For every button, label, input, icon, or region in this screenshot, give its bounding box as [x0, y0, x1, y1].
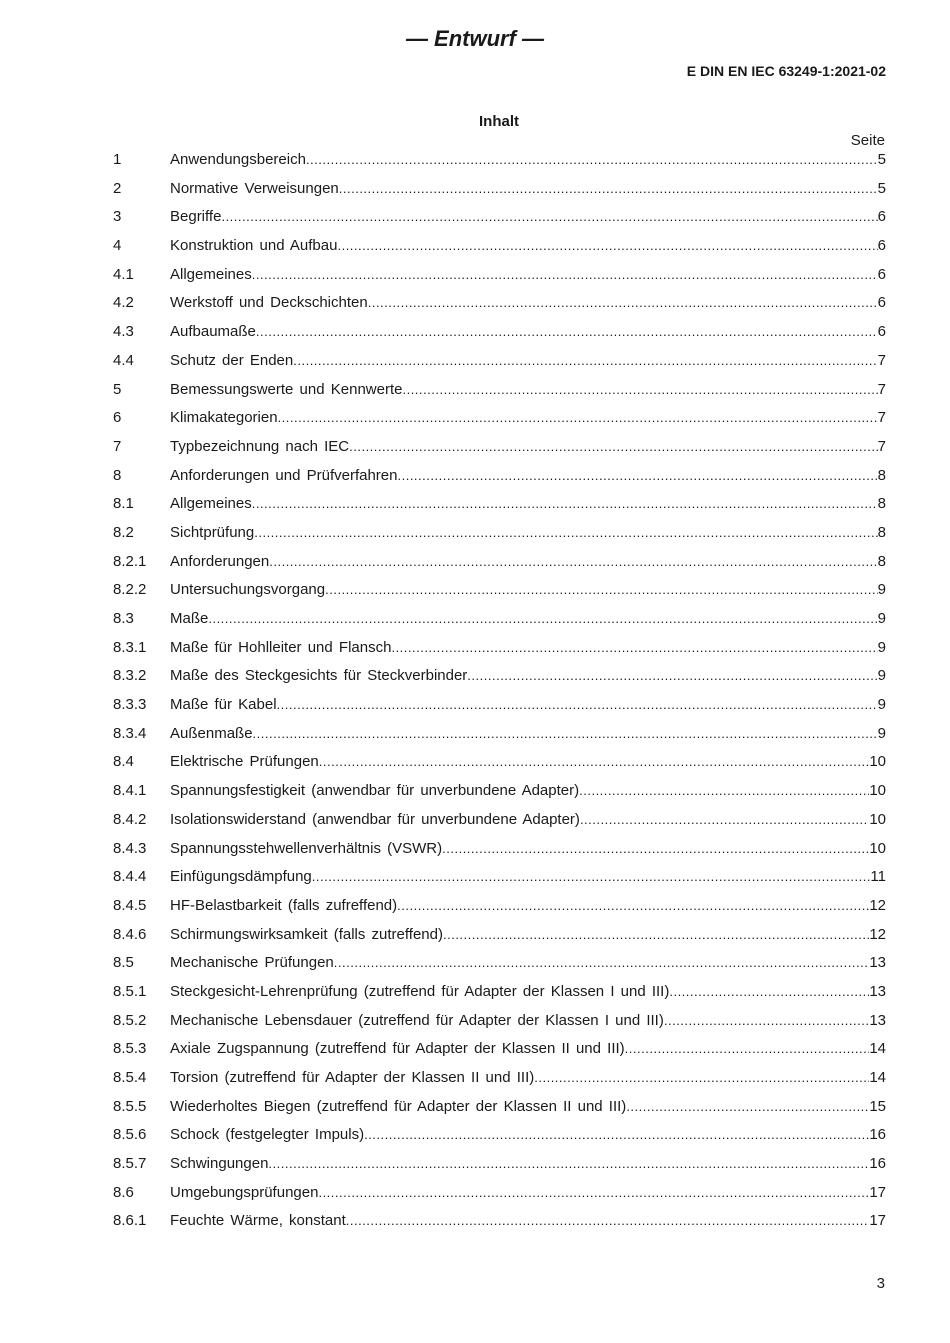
toc-entry[interactable] — [113, 662, 886, 691]
toc-entry-title: Allgemeines — [170, 265, 252, 283]
toc-entry-line — [170, 376, 886, 405]
page-number: 3 — [876, 1275, 885, 1292]
toc-entry-line — [170, 777, 886, 806]
toc-entry-page: 9 — [877, 581, 886, 599]
toc-dot-leader — [442, 835, 869, 864]
toc-entry-title: Maße — [170, 610, 209, 627]
toc-dot-leader — [252, 261, 878, 290]
toc-dot-leader — [397, 462, 877, 491]
toc-entry[interactable] — [113, 1093, 886, 1122]
toc-dot-leader — [278, 404, 878, 433]
toc-entry-number: 4.2 — [113, 294, 134, 312]
toc-entry-line — [170, 978, 886, 1007]
toc-entry-page: 7 — [877, 351, 886, 369]
toc-entry-number: 8.4.3 — [113, 839, 147, 857]
toc-dot-leader — [349, 433, 878, 462]
toc-entry-title: Isolationswiderstand (anwendbar für unverbundene Adapter) — [170, 810, 580, 828]
toc-dot-leader — [580, 806, 869, 835]
toc-entry-page: 14 — [869, 1040, 886, 1058]
toc-entry-page: 9 — [877, 667, 886, 685]
toc-entry[interactable] — [113, 1150, 886, 1179]
toc-entry[interactable] — [113, 289, 886, 318]
toc-entry-number: 8.2.2 — [113, 581, 147, 599]
toc-dot-leader — [626, 1093, 869, 1122]
toc-entry-number: 8.3.1 — [113, 638, 147, 656]
toc-entry-page: 12 — [869, 925, 886, 943]
toc-dot-leader — [467, 662, 877, 691]
toc-entry[interactable] — [113, 146, 886, 175]
toc-entry-title: Maße für Hohlleiter und Flansch — [170, 638, 392, 656]
toc-entry-page: 7 — [877, 437, 886, 455]
toc-entry-number: 8.1 — [113, 495, 134, 513]
toc-entry-number: 8.4 — [113, 753, 134, 771]
toc-entry-title: Elektrische Prüfungen — [170, 753, 319, 771]
toc-entry-line — [170, 605, 886, 634]
toc-dot-leader — [443, 921, 869, 950]
toc-entry-line — [170, 490, 886, 519]
toc-entry-title: Normative Verweisungen — [170, 179, 339, 197]
toc-dot-leader — [268, 1150, 869, 1179]
toc-dot-leader — [397, 892, 869, 921]
toc-entry-line — [170, 691, 886, 720]
toc-entry-number: 4.3 — [113, 323, 134, 341]
toc-entry-title: Spannungsstehwellenverhältnis (VSWR) — [170, 839, 443, 857]
toc-entry-line — [170, 519, 886, 548]
toc-entry-line — [170, 748, 886, 777]
toc-entry-title: Außenmaße — [170, 724, 253, 742]
toc-entry-number: 8.4.5 — [113, 896, 147, 914]
toc-entry[interactable] — [113, 433, 886, 462]
toc-entry[interactable] — [113, 1121, 886, 1150]
toc-dot-leader — [277, 691, 878, 720]
toc-entry-line — [170, 662, 886, 691]
toc-entry-number: 8 — [113, 466, 122, 484]
toc-entry-title: Wiederholtes Biegen (zutreffend für Adapter der Klassen II und III) — [170, 1097, 627, 1115]
toc-entry-line — [170, 433, 886, 462]
toc-entry[interactable] — [113, 203, 886, 232]
toc-dot-leader — [334, 949, 870, 978]
toc-entry-page: 10 — [869, 810, 886, 828]
toc-dot-leader — [254, 519, 877, 548]
toc-entry-line — [170, 1207, 886, 1236]
toc-entry-page: 9 — [877, 638, 886, 656]
toc-entry[interactable] — [113, 175, 886, 204]
toc-entry-line — [170, 1093, 886, 1122]
toc-entry[interactable] — [113, 634, 886, 663]
toc-entry-page: 14 — [869, 1069, 886, 1086]
toc-entry-title: Anforderungen und Prüfverfahren — [170, 466, 398, 484]
toc-entry-line — [170, 720, 886, 749]
toc-entry-line — [170, 462, 886, 491]
toc-entry-page: 10 — [869, 782, 886, 800]
toc-entry-title: Einfügungsdämpfung — [170, 868, 312, 886]
toc-entry-number: 5 — [113, 380, 122, 398]
toc-entry-line — [170, 318, 886, 347]
toc-entry-line — [170, 835, 886, 864]
toc-entry[interactable] — [113, 720, 886, 749]
toc-entry-number: 8.6 — [113, 1183, 134, 1201]
toc-entry-line — [170, 548, 886, 577]
toc-entry-page: 10 — [869, 753, 886, 771]
toc-entry-title: Mechanische Prüfungen — [170, 954, 334, 972]
toc-entry-title: Typbezeichnung nach IEC — [170, 437, 350, 455]
toc-entry-page: 6 — [877, 294, 886, 312]
page-column-label: Seite — [850, 132, 885, 149]
toc-entry[interactable] — [113, 576, 886, 605]
toc-entry-number: 4 — [113, 237, 122, 255]
toc-dot-leader — [318, 1179, 869, 1208]
toc-entry-page: 9 — [877, 610, 886, 627]
toc-entry-number: 8.4.1 — [113, 782, 147, 800]
toc-entry-title: Schwingungen — [170, 1155, 269, 1173]
toc-entry-title: Werkstoff und Deckschichten — [170, 294, 368, 312]
toc-entry-line — [170, 289, 886, 318]
toc-entry-number: 3 — [113, 208, 122, 226]
toc-heading: Inhalt — [479, 113, 519, 130]
toc-entry[interactable] — [113, 1179, 886, 1208]
toc-dot-leader — [368, 289, 878, 318]
toc-entry[interactable] — [113, 892, 886, 921]
toc-entry-title: Aufbaumaße — [170, 323, 256, 341]
toc-entry-line — [170, 203, 886, 232]
toc-entry-line — [170, 1179, 886, 1208]
toc-entry-page: 5 — [877, 151, 886, 168]
toc-entry-title: Anwendungsbereich — [170, 151, 306, 168]
toc-dot-leader — [325, 576, 878, 605]
toc-entry-line — [170, 146, 886, 175]
toc-entry-line — [170, 1121, 886, 1150]
toc-entry-title: HF-Belastbarkeit (falls zufreffend) — [170, 896, 398, 914]
toc-entry-number: 6 — [113, 409, 122, 427]
toc-entry-page: 13 — [869, 1011, 886, 1029]
toc-entry-page: 16 — [869, 1155, 886, 1173]
toc-dot-leader — [252, 490, 878, 519]
toc-dot-leader — [306, 146, 878, 175]
toc-entry[interactable] — [113, 462, 886, 491]
toc-entry[interactable] — [113, 404, 886, 433]
toc-entry-number: 2 — [113, 179, 122, 197]
toc-entry-page: 6 — [877, 208, 886, 226]
toc-entry-page: 6 — [877, 237, 886, 255]
toc-dot-leader — [269, 548, 877, 577]
toc-entry[interactable] — [113, 1035, 886, 1064]
toc-entry-title: Spannungsfestigkeit (anwendbar für unverbundene Adapter) — [170, 782, 580, 800]
toc-entry-page: 10 — [869, 839, 886, 857]
toc-entry-number: 7 — [113, 437, 122, 455]
toc-dot-leader — [402, 376, 877, 405]
toc-entry[interactable] — [113, 748, 886, 777]
toc-entry-number: 4.4 — [113, 351, 134, 369]
table-of-contents — [113, 146, 886, 1236]
toc-entry[interactable] — [113, 835, 886, 864]
toc-entry[interactable] — [113, 777, 886, 806]
toc-entry-page: 13 — [869, 954, 886, 972]
toc-entry-number: 8.5.7 — [113, 1155, 147, 1173]
toc-entry-number: 8.5.1 — [113, 982, 147, 1000]
toc-dot-leader — [256, 318, 878, 347]
toc-entry-number: 8.5.6 — [113, 1126, 147, 1144]
toc-entry-title: Feuchte Wärme, konstant — [170, 1212, 346, 1230]
toc-entry-number: 8.2 — [113, 523, 134, 541]
toc-entry-page: 15 — [869, 1097, 886, 1115]
toc-entry[interactable] — [113, 261, 886, 290]
toc-entry[interactable] — [113, 863, 886, 892]
toc-entry-number: 8.3.2 — [113, 667, 147, 685]
toc-entry-title: Anforderungen — [170, 552, 270, 570]
toc-entry-number: 8.5.5 — [113, 1097, 147, 1115]
toc-dot-leader — [339, 175, 878, 204]
toc-dot-leader — [253, 720, 878, 749]
toc-entry-page: 5 — [877, 179, 886, 197]
toc-entry-title: Umgebungsprüfungen — [170, 1183, 319, 1201]
toc-entry-number: 8.3.3 — [113, 696, 147, 714]
toc-entry-number: 8.4.6 — [113, 925, 147, 943]
toc-entry-page: 17 — [869, 1183, 886, 1201]
toc-dot-leader — [664, 1007, 869, 1036]
toc-entry[interactable] — [113, 1007, 886, 1036]
toc-entry-line — [170, 863, 886, 892]
toc-entry-number: 8.3.4 — [113, 724, 147, 742]
toc-entry-number: 8.6.1 — [113, 1212, 147, 1230]
toc-dot-leader — [337, 232, 877, 261]
toc-entry-line — [170, 806, 886, 835]
toc-entry-line — [170, 1064, 886, 1093]
toc-entry-page: 7 — [877, 380, 886, 398]
toc-entry-line — [170, 261, 886, 290]
toc-entry-line — [170, 175, 886, 204]
toc-entry-page: 8 — [877, 552, 886, 570]
toc-entry[interactable] — [113, 347, 886, 376]
toc-dot-leader — [319, 748, 870, 777]
toc-entry-title: Konstruktion und Aufbau — [170, 237, 338, 255]
toc-entry-number: 8.3 — [113, 610, 134, 627]
toc-entry-page: 9 — [877, 696, 886, 714]
toc-entry-page: 9 — [877, 724, 886, 742]
toc-entry[interactable] — [113, 605, 886, 634]
toc-entry[interactable] — [113, 806, 886, 835]
toc-entry-title: Schock (festgelegter Impuls) — [170, 1126, 365, 1144]
toc-entry-page: 16 — [869, 1126, 886, 1144]
toc-entry[interactable] — [113, 376, 886, 405]
toc-dot-leader — [346, 1207, 870, 1236]
toc-entry[interactable] — [113, 949, 886, 978]
toc-entry-line — [170, 1007, 886, 1036]
toc-entry-line — [170, 949, 886, 978]
toc-entry-title: Torsion (zutreffend für Adapter der Klassen II und III) — [170, 1069, 535, 1086]
toc-entry-title: Klimakategorien — [170, 409, 278, 427]
toc-entry-line — [170, 1035, 886, 1064]
toc-entry-title: Schirmungswirksamkeit (falls zutreffend) — [170, 925, 443, 943]
toc-entry-line — [170, 576, 886, 605]
toc-entry-title: Allgemeines — [170, 495, 252, 513]
toc-entry[interactable] — [113, 548, 886, 577]
toc-entry-title: Maße des Steckgesichts für Steckverbinder — [170, 667, 468, 685]
toc-entry[interactable] — [113, 1064, 886, 1093]
toc-entry-number: 1 — [113, 151, 122, 168]
toc-entry-number: 8.5.2 — [113, 1011, 147, 1029]
toc-entry-title: Begriffe — [170, 208, 222, 226]
toc-entry-page: 12 — [869, 896, 886, 914]
toc-entry-title: Sichtprüfung — [170, 523, 255, 541]
toc-entry-number: 8.4.4 — [113, 868, 147, 886]
toc-entry-number: 8.5.4 — [113, 1069, 147, 1086]
toc-entry-page: 17 — [869, 1212, 886, 1230]
toc-entry-page: 11 — [870, 868, 886, 886]
toc-dot-leader — [625, 1035, 870, 1064]
toc-entry-line — [170, 634, 886, 663]
toc-entry-title: Axiale Zugspannung (zutreffend für Adapter der Klassen II und III) — [170, 1040, 625, 1058]
toc-entry-number: 8.5 — [113, 954, 134, 972]
toc-entry-line — [170, 892, 886, 921]
toc-entry-title: Steckgesicht-Lehrenprüfung (zutreffend für Adapter der Klassen I und III) — [170, 982, 670, 1000]
toc-dot-leader — [312, 863, 871, 892]
toc-entry-line — [170, 921, 886, 950]
toc-entry-title: Maße für Kabel — [170, 696, 277, 714]
toc-entry-page: 7 — [877, 409, 886, 427]
toc-entry-title: Mechanische Lebensdauer (zutreffend für Adapter der Klassen I und III) — [170, 1011, 664, 1029]
toc-dot-leader — [208, 605, 877, 634]
toc-entry-page: 8 — [877, 523, 886, 541]
toc-entry-title: Bemessungswerte und Kennwerte — [170, 380, 403, 398]
toc-entry-number: 8.5.3 — [113, 1040, 147, 1058]
toc-entry-title: Untersuchungsvorgang — [170, 581, 326, 599]
toc-entry[interactable] — [113, 318, 886, 347]
toc-entry[interactable] — [113, 921, 886, 950]
toc-dot-leader — [391, 634, 877, 663]
toc-dot-leader — [364, 1121, 869, 1150]
toc-entry-line — [170, 347, 886, 376]
toc-entry[interactable] — [113, 978, 886, 1007]
toc-entry-page: 13 — [869, 982, 886, 1000]
toc-entry-page: 8 — [877, 466, 886, 484]
document-identifier: E DIN EN IEC 63249-1:2021-02 — [686, 63, 886, 79]
toc-entry-page: 8 — [877, 495, 886, 513]
toc-entry-line — [170, 1150, 886, 1179]
toc-dot-leader — [579, 777, 869, 806]
draft-title: — Entwurf — — [405, 26, 545, 51]
toc-entry-page: 6 — [877, 323, 886, 341]
toc-entry[interactable] — [113, 1207, 886, 1236]
toc-entry-number: 4.1 — [113, 265, 134, 283]
toc-entry[interactable] — [113, 490, 886, 519]
toc-dot-leader — [221, 203, 877, 232]
toc-entry-number: 8.4.2 — [113, 810, 147, 828]
toc-entry-page: 6 — [877, 265, 886, 283]
toc-entry-line — [170, 232, 886, 261]
toc-entry-line — [170, 404, 886, 433]
toc-entry-number: 8.2.1 — [113, 552, 147, 570]
toc-dot-leader — [669, 978, 869, 1007]
toc-dot-leader — [534, 1064, 869, 1093]
toc-entry-title: Schutz der Enden — [170, 351, 294, 369]
toc-entry[interactable] — [113, 232, 886, 261]
toc-dot-leader — [293, 347, 877, 376]
toc-entry[interactable] — [113, 691, 886, 720]
toc-entry[interactable] — [113, 519, 886, 548]
